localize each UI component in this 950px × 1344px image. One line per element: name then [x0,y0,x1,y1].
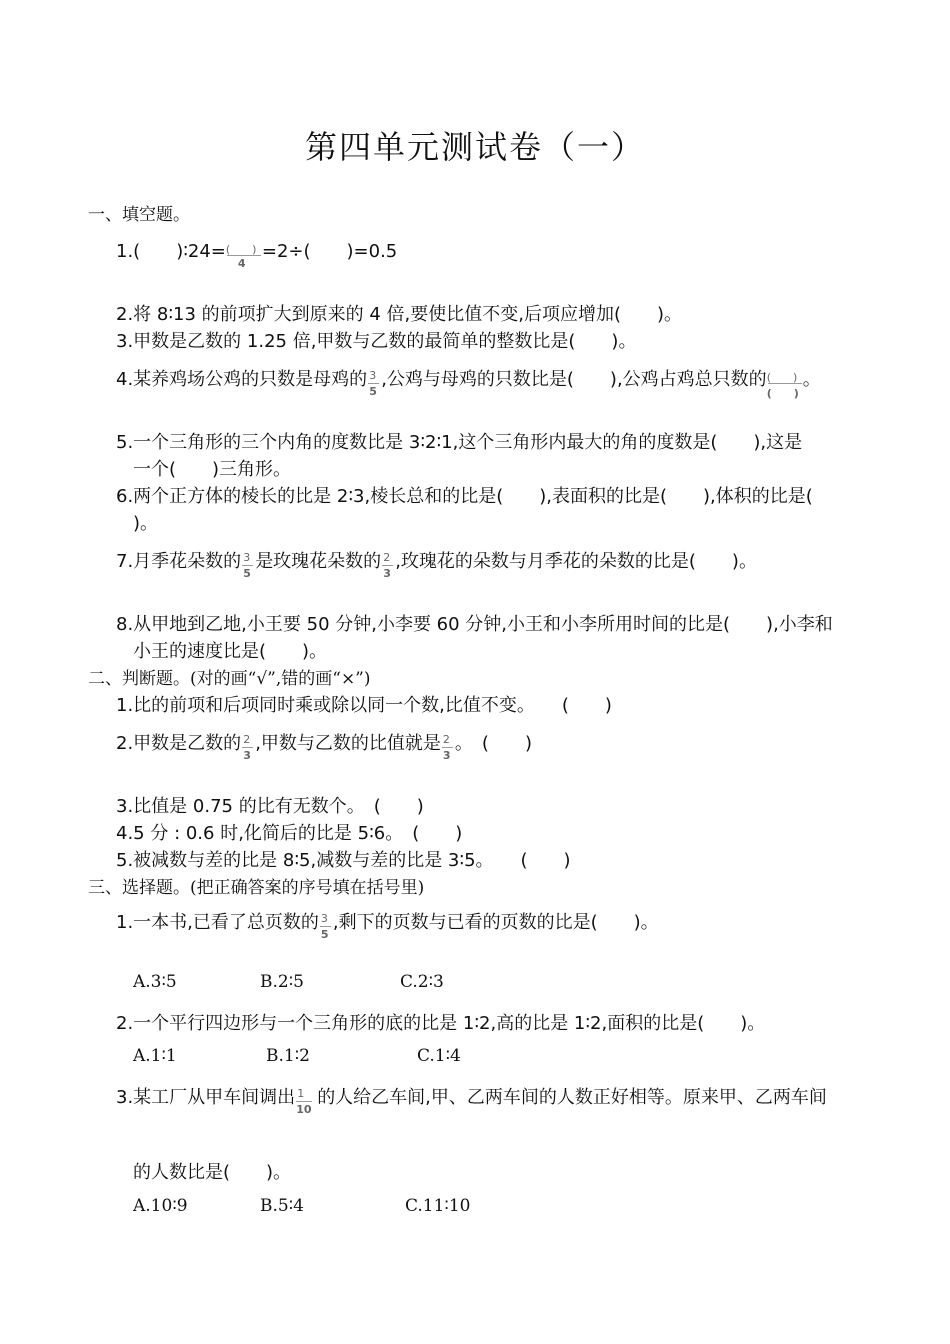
fraction: $\frac{2}{3}$ [441,731,455,749]
s2-question-5: 5.被减数与差的比是 8∶5,减数与差的比是 3∶5。 ( ) [116,850,571,871]
s1-question-8-line2: 小王的速度比是( )。 [133,641,328,662]
fraction: $\frac{3}{5}$ [319,910,333,928]
s2-question-2: 2.甲数是乙数的 $\frac{2}{3}$ ,甲数与乙数的比值就是 $\frac{2}{3}$ 。 ( ) [116,733,532,762]
s2-question-3: 3.比值是 0.75 的比有无数个。 ( ) [116,796,424,817]
fraction: $\frac{3}{5}$ [367,367,381,385]
s3-question-3-line2: 的人数比是( )。 [133,1162,292,1183]
fraction: $\frac{1}{10}$ [296,1087,312,1116]
s1-question-1: 1.( )∶24= $\frac{( )}{4}$ =2÷( )=0.5 [116,241,398,270]
s3-q2-option-c: C.1∶4 [417,1046,461,1066]
s3-q3-option-a: A.10∶9 [133,1196,188,1216]
section-2-heading: 二、判断题。(对的画“√”,错的画“×”) [88,669,371,689]
s1-question-8-line1: 8.从甲地到乙地,小王要 50 分钟,小李要 60 分钟,小王和小李所用时间的比是( ),小李和 [116,614,833,635]
s3-q3-option-c: C.11∶10 [405,1196,471,1216]
s3-q3-option-b: B.5∶4 [260,1196,304,1216]
fraction: $\frac{( )}{( )}$ [767,367,803,385]
s3-question-3: 3.某工厂从甲车间调出 $\frac{1}{10}$ 的人给乙车间,甲、乙两车间的人数正好相等。原来甲、乙两车间 [116,1087,827,1116]
s3-q2-option-a: A.1∶1 [133,1046,177,1066]
fraction: $\frac{2}{3}$ [241,731,255,749]
fraction: $\frac{3}{5}$ [241,549,255,567]
s1-question-5-line1: 5.一个三角形的三个内角的度数比是 3∶2∶1,这个三角形内最大的角的度数是( ),这是 [116,432,803,453]
s1-question-6-line1: 6.两个正方体的棱长的比是 2∶3,棱长总和的比是( ),表面积的比是( ),体积的比是( [116,486,813,507]
s1-question-7: 7.月季花朵数的 $\frac{3}{5}$ 是玫瑰花朵数的 $\frac{2}{3}$ ,玫瑰花的朵数与月季花的朵数的比是( )。 [116,551,757,580]
s1-question-2: 2.将 8∶13 的前项扩大到原来的 4 倍,要使比值不变,后项应增加( )。 [116,304,683,325]
section-3-heading: 三、选择题。(把正确答案的序号填在括号里) [88,878,425,898]
s3-q1-option-c: C.2∶3 [400,972,444,992]
s1-question-5-line2: 一个( )三角形。 [133,459,292,480]
s1-question-3: 3.甲数是乙数的 1.25 倍,甲数与乙数的最简单的整数比是( )。 [116,331,637,352]
s3-q1-option-a: A.3∶5 [133,972,177,992]
s1-question-6-line2: )。 [133,513,159,534]
fraction: $\frac{( )}{4}$ [226,239,262,257]
page-title: 第四单元测试卷（一） [304,128,645,166]
s3-q2-option-b: B.1∶2 [266,1046,310,1066]
s3-q1-option-b: B.2∶5 [260,972,304,992]
fraction: $\frac{2}{3}$ [381,549,395,567]
s3-question-1: 1.一本书,已看了总页数的 $\frac{3}{5}$ ,剩下的页数与已看的页数的比是( )。 [116,912,659,941]
s2-question-1: 1.比的前项和后项同时乘或除以同一个数,比值不变。 ( ) [116,695,612,716]
s3-question-2: 2.一个平行四边形与一个三角形的底的比是 1∶2,高的比是 1∶2,面积的比是( )。 [116,1013,766,1034]
s1-question-4: 4.某养鸡场公鸡的只数是母鸡的 $\frac{3}{5}$ ,公鸡与母鸡的只数比是( ),公鸡占鸡总只数的 $\frac{( )}{( )}$ 。 [116,369,821,400]
section-1-heading: 一、填空题。 [88,205,190,225]
s2-question-4: 4.5 分 : 0.6 时,化简后的比是 5∶6。 ( ) [116,823,463,844]
